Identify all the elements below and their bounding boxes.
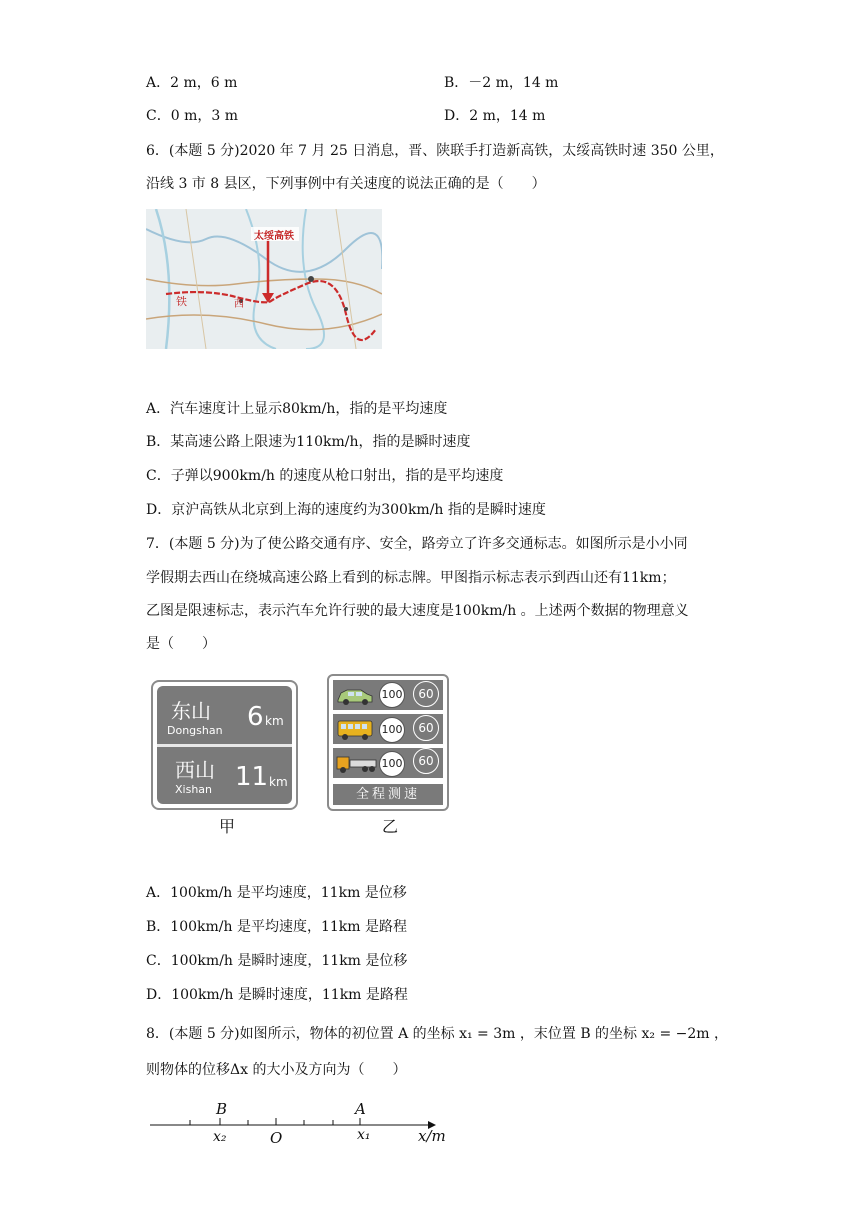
sign-jia-caption: 甲 <box>219 817 236 836</box>
q7-stem-line3: 乙图是限速标志，表示汽车允许行驶的最大速度是100km/h 。上述两个数据的物理意义 <box>146 603 689 619</box>
max-speed-circle: 100 <box>379 751 405 777</box>
q6-stem-line2: 沿线 3 市 8 县区，下列事例中有关速度的说法正确的是（ ） <box>146 176 546 192</box>
q6-option-d[interactable]: D．京沪高铁从北京到上海的速度约为300km/h 指的是瞬时速度 <box>146 502 546 518</box>
number-line <box>146 1100 446 1150</box>
sign-bottom-num: 11 <box>235 762 269 792</box>
sign-bottom-text: 全程测速 <box>333 784 443 805</box>
point-a-label: A <box>355 1100 366 1118</box>
max-speed-circle: 100 <box>379 717 405 743</box>
x1-label: x₁ <box>357 1127 371 1143</box>
map-label-left: 铁 <box>176 295 187 308</box>
bus-icon <box>335 714 375 744</box>
q5-option-a[interactable]: A．2 m，6 m <box>146 75 238 91</box>
distance-sign-jia <box>151 680 298 810</box>
q8-stem-line2: 则物体的位移Δx 的大小及方向为（ ） <box>146 1062 407 1078</box>
min-speed-circle: 60 <box>413 681 439 707</box>
sign-top-num: 6 <box>247 702 264 732</box>
point-b-label: B <box>216 1100 228 1118</box>
speed-limit-sign-yi <box>327 674 449 811</box>
railway-map-image <box>146 209 382 349</box>
sign-bottom-unit: km <box>269 775 288 789</box>
sign-top-en: Dongshan <box>167 724 223 737</box>
car-icon <box>335 680 375 710</box>
q7-option-c[interactable]: C．100km/h 是瞬时速度，11km 是位移 <box>146 953 408 969</box>
q7-stem-line2: 学假期去西山在绕城高速公路上看到的标志牌。甲图指示标志表示到西山还有11km； <box>146 570 676 586</box>
sign-top-cn: 东山 <box>171 699 211 723</box>
q6-option-b[interactable]: B．某高速公路上限速为110km/h，指的是瞬时速度 <box>146 434 471 450</box>
q7-option-d[interactable]: D．100km/h 是瞬时速度，11km 是路程 <box>146 987 408 1003</box>
max-speed-circle: 100 <box>379 682 405 708</box>
q7-option-b[interactable]: B．100km/h 是平均速度，11km 是路程 <box>146 919 407 935</box>
axis-unit-label: x/m <box>418 1127 446 1145</box>
q7-option-a[interactable]: A．100km/h 是平均速度，11km 是位移 <box>146 885 407 901</box>
x2-label: x₂ <box>213 1129 227 1145</box>
q7-stem-line4: 是（ ） <box>146 636 216 652</box>
q5-option-d[interactable]: D．2 m，14 m <box>444 108 546 124</box>
q6-option-c[interactable]: C．子弹以900km/h 的速度从枪口射出，指的是平均速度 <box>146 468 504 484</box>
q8-stem-line1: 8．(本题 5 分)如图所示，物体的初位置 A 的坐标 x₁ = 3m ，末位置 B 的坐标 x₂ = −2m ， <box>146 1026 729 1042</box>
map-label-mid: 西 <box>234 299 244 310</box>
q5-option-b[interactable]: B．－2 m，14 m <box>444 75 559 91</box>
truck-icon <box>335 748 379 778</box>
sign-bottom-en: Xishan <box>175 783 213 796</box>
q6-stem-line1: 6．(本题 5 分)2020 年 7 月 25 日消息，晋、陕联手打造新高铁，太绥高铁时速 350 公里， <box>146 143 724 159</box>
sign-bottom-cn: 西山 <box>175 758 215 782</box>
sign-yi-caption: 乙 <box>382 817 399 836</box>
limit-row-truck <box>333 748 443 778</box>
map-railway-label: 太绥高铁 <box>254 231 294 242</box>
limit-row-car <box>333 680 443 710</box>
sign-divider <box>157 744 292 747</box>
q5-option-c[interactable]: C．0 m，3 m <box>146 108 238 124</box>
min-speed-circle: 60 <box>413 715 439 741</box>
q6-option-a[interactable]: A．汽车速度计上显示80km/h，指的是平均速度 <box>146 401 448 417</box>
q7-stem-line1: 7．(本题 5 分)为了使公路交通有序、安全，路旁立了许多交通标志。如图所示是小小同 <box>146 536 688 552</box>
limit-row-bus <box>333 714 443 744</box>
sign-top-unit: km <box>265 714 284 728</box>
min-speed-circle: 60 <box>413 748 439 774</box>
origin-label: O <box>270 1129 283 1147</box>
